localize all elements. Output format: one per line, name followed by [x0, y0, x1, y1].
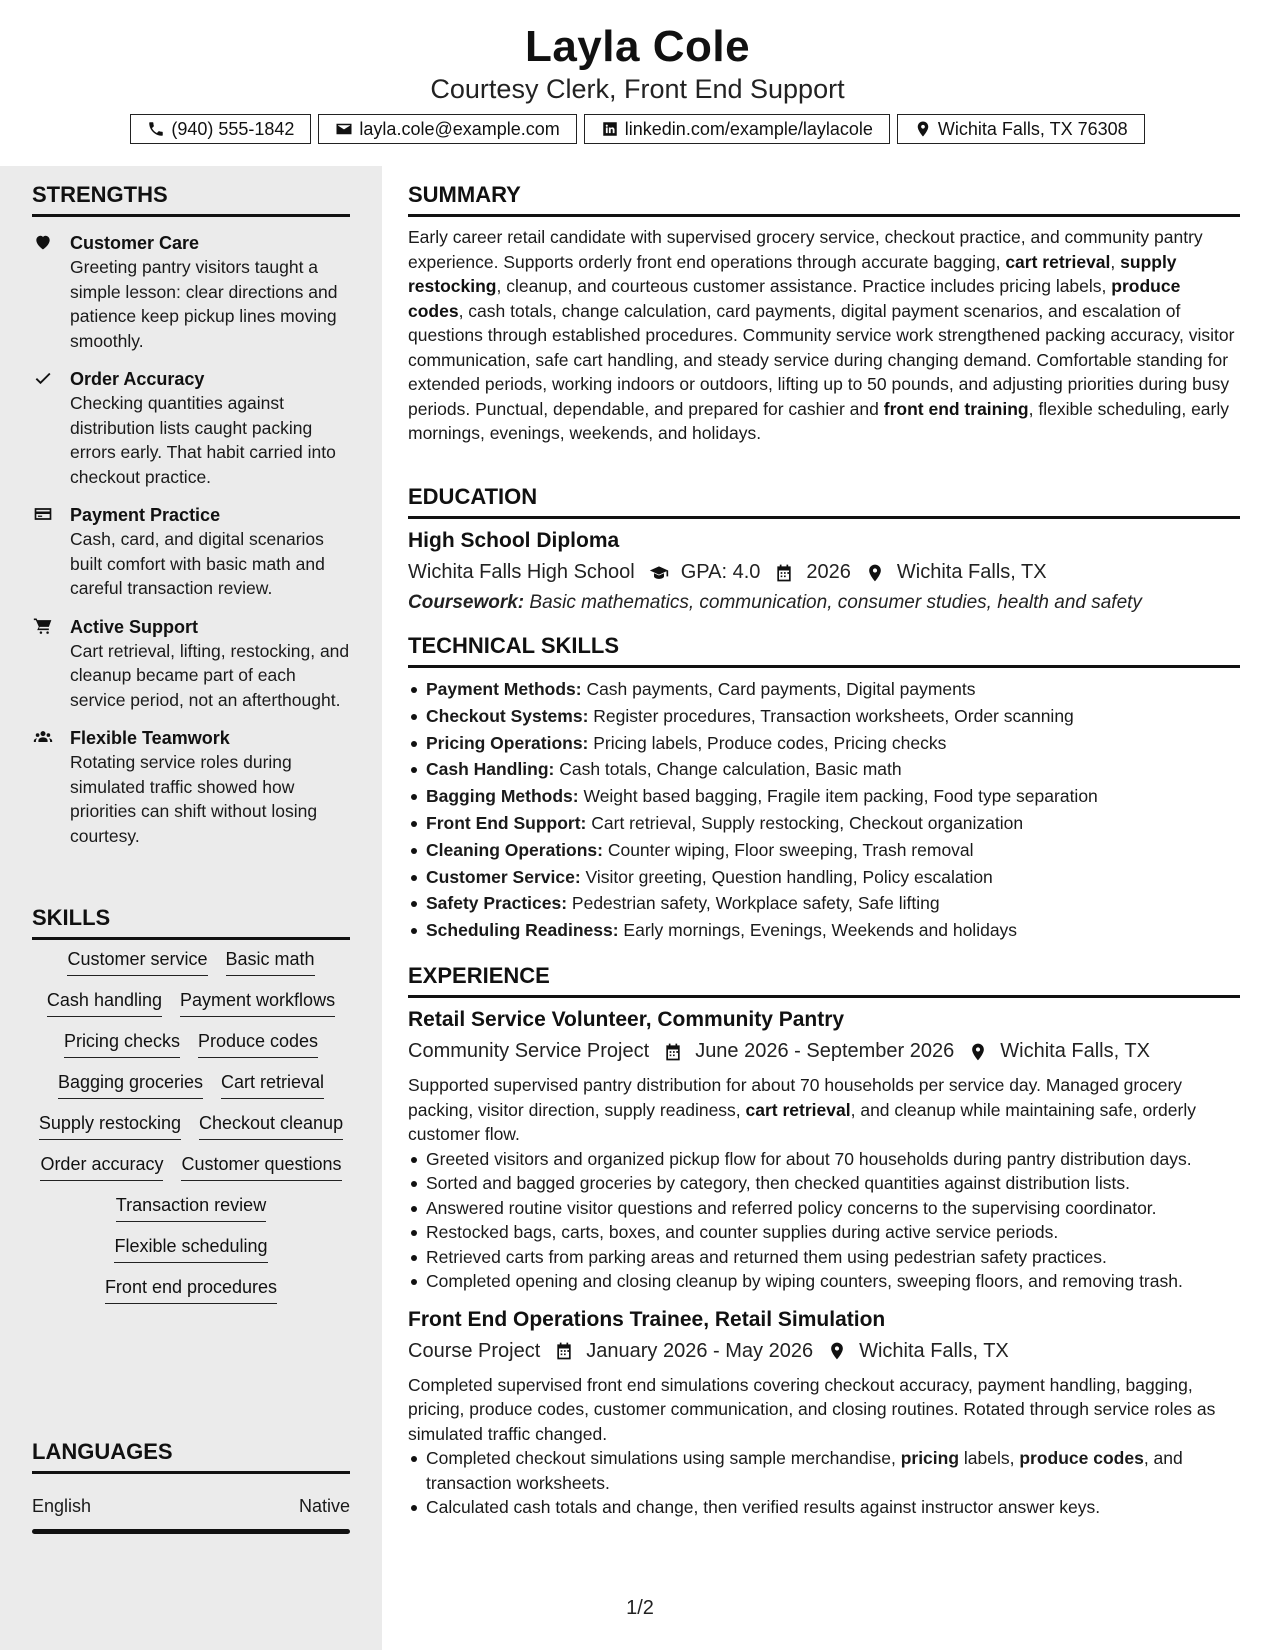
strength-item: [32, 726, 350, 848]
strength-name: Order Accuracy: [70, 369, 205, 389]
job-role: Front End Operations Trainee, Retail Simulation: [408, 1307, 886, 1331]
calendar-icon: [663, 1042, 683, 1062]
text-run: Restocked bags, carts, boxes, and counter supplies during active service periods.: [426, 1222, 1059, 1242]
job-bullets: [408, 1446, 1240, 1520]
job-bullets: [408, 1147, 1240, 1294]
job-bullet: [408, 1446, 1240, 1495]
technical-skill-label: Bagging Methods:: [426, 786, 579, 807]
languages-section: [32, 1439, 350, 1534]
technical-skill-item: [408, 730, 1240, 757]
skill-tag: Produce codes: [198, 1030, 318, 1058]
technical-skill-item: [408, 890, 1240, 917]
strength-description: Checking quantities against distribution lists caught packing errors early. That habit carried into checkout practice.: [70, 393, 336, 487]
text-run: Answered routine visitor questions and referred policy concerns to the supervising coordinator.: [426, 1197, 1157, 1218]
language-level-bar: [32, 1529, 350, 1534]
strengths-section: [32, 182, 350, 848]
resume-header: [0, 0, 1275, 166]
technical-skill-item: [408, 703, 1240, 730]
map-pin-icon: [914, 120, 932, 138]
skill-tag: Flexible scheduling: [114, 1235, 267, 1263]
location-text: Wichita Falls, TX 76308: [937, 118, 1128, 139]
technical-skill-value: Counter wiping, Floor sweeping, Trash removal: [602, 839, 974, 860]
skill-tag: Bagging groceries: [58, 1071, 203, 1099]
technical-skill-value: Pricing labels, Produce codes, Pricing checks: [588, 732, 947, 753]
technical-skill-label: Customer Service:: [426, 866, 581, 887]
text-run: , cleanup, and courteous customer assistance. Practice includes pricing labels,: [496, 276, 1112, 296]
skill-tag: Customer questions: [181, 1153, 341, 1181]
map-pin-icon: [865, 563, 885, 583]
text-run: Calculated cash totals and change, then verified results against instructor answer keys.: [426, 1497, 1101, 1517]
section-divider: [32, 214, 350, 217]
summary-title: SUMMARY: [408, 182, 521, 207]
strengths-list: [32, 231, 350, 848]
technical-skills-title: TECHNICAL SKILLS: [408, 633, 620, 658]
bold-phrase: front end training: [883, 398, 1029, 419]
job-location: Wichita Falls, TX: [1000, 1040, 1150, 1062]
contact-phone[interactable]: [130, 114, 311, 144]
bold-phrase: pricing: [900, 1448, 960, 1468]
languages-title: LANGUAGES: [32, 1439, 173, 1464]
skill-tag: Order accuracy: [40, 1153, 163, 1181]
skill-tag: Pricing checks: [64, 1030, 180, 1058]
contact-location[interactable]: [897, 114, 1145, 144]
language-level: Native: [298, 1496, 350, 1516]
strength-name: Active Support: [70, 616, 199, 637]
users-icon: [32, 727, 54, 747]
section-divider: [32, 1471, 350, 1474]
section-divider: [32, 937, 350, 940]
text-run: , and cleanup while maintaining safe, orderly customer flow.: [408, 1099, 1196, 1144]
skill-tag: Payment workflows: [180, 989, 335, 1017]
technical-skill-value: Early mornings, Evenings, Weekends and holidays: [618, 920, 1018, 941]
job-bullet: [408, 1495, 1240, 1520]
technical-skill-value: Cash payments, Card payments, Digital payments: [581, 679, 976, 699]
language-row: [32, 1496, 350, 1517]
skill-tag: Front end procedures: [105, 1276, 277, 1304]
map-pin-icon: [968, 1042, 988, 1062]
text-run: labels,: [959, 1448, 1020, 1468]
text-run: Sorted and bagged groceries by category, then checked quantities against distribution lists.: [426, 1173, 1130, 1193]
strength-name: Payment Practice: [70, 505, 221, 525]
education-section: [408, 484, 1240, 614]
graduation-cap-icon: [649, 563, 669, 583]
job-org: Course Project: [408, 1339, 541, 1362]
email-text: layla.cole@example.com: [359, 118, 560, 139]
experience-section: [408, 963, 1240, 1520]
map-pin-icon: [827, 1341, 847, 1361]
technical-skill-item: [408, 783, 1240, 810]
phone-icon: [147, 120, 165, 138]
technical-skill-label: Safety Practices:: [426, 893, 568, 914]
degree-title: High School Diploma: [408, 529, 620, 552]
job-description: [408, 1073, 1240, 1147]
strength-description: Rotating service roles during simulated traffic showed how priorities can shift without losing courtesy.: [70, 752, 318, 846]
phone-text: (940) 555-1842: [171, 118, 295, 139]
strength-name: Customer Care: [70, 233, 200, 253]
technical-skill-value: Pedestrian safety, Workplace safety, Safe lifting: [567, 893, 940, 914]
skill-tag: Supply restocking: [39, 1112, 181, 1140]
technical-skill-value: Weight based bagging, Fragile item packing, Food type separation: [578, 786, 1098, 807]
technical-skill-label: Cleaning Operations:: [426, 839, 603, 860]
bold-phrase: supply restocking: [408, 251, 1177, 296]
section-divider: [408, 995, 1240, 998]
text-run: , cash totals, change calculation, card payments, digital payment scenarios, and escalation of questions through established procedures. Community service work strengthened packing accuracy, visitor communication, safe cart handling, and steady service during changing demand. Comfortable standing for extended periods, working indoors or outdoors, lifting up to 50 pounds, and adjusting priorities during busy periods. Punctual, dependable, and prepared for cashier and: [408, 300, 1235, 419]
linkedin-icon: [601, 120, 619, 138]
heart-icon: [32, 232, 54, 252]
text-run: Retrieved carts from parking areas and returned them using pedestrian safety practices.: [426, 1246, 1107, 1267]
text-run: Early career retail candidate with supervised grocery service, checkout practice, and community pantry experience. Supports orderly front end operations through accurate bagging,: [408, 227, 1203, 272]
strength-item: [32, 503, 350, 601]
text-run: ,: [1110, 251, 1121, 272]
page-number: 1/2: [626, 1597, 654, 1619]
technical-skill-value: Register procedures, Transaction worksheets, Order scanning: [588, 705, 1074, 726]
section-divider: [408, 665, 1240, 668]
section-divider: [408, 516, 1240, 519]
skill-tag: Checkout cleanup: [199, 1112, 343, 1140]
job-bullet: [408, 1147, 1240, 1172]
summary-text: [408, 225, 1240, 446]
education-title: EDUCATION: [408, 484, 538, 509]
strength-description: Cash, card, and digital scenarios built comfort with basic math and careful transaction review.: [70, 529, 325, 598]
skill-tag: Customer service: [67, 948, 207, 976]
text-run: Supported supervised pantry distribution for about 70 households per service day. Managed grocery packing, visitor direction, supply readiness,: [408, 1075, 1183, 1120]
language-name: English: [32, 1496, 92, 1516]
experience-entry: [408, 1008, 1240, 1294]
job-role: Retail Service Volunteer, Community Pantry: [408, 1008, 845, 1031]
technical-skill-item: [408, 917, 1240, 944]
technical-skill-item: [408, 810, 1240, 837]
job-bullet: [408, 1171, 1240, 1196]
skills-title: SKILLS: [32, 905, 111, 930]
calendar-icon: [554, 1341, 574, 1361]
text-run: Greeted visitors and organized pickup flow for about 70 households during pantry distribution days.: [426, 1148, 1192, 1169]
contact-bar: [0, 114, 1275, 144]
candidate-title: Courtesy Clerk, Front End Support: [430, 74, 845, 104]
strength-description: Greeting pantry visitors taught a simple lesson: clear directions and patience keep pickup lines moving smoothly.: [70, 257, 338, 351]
skill-tag: Cash handling: [47, 989, 162, 1017]
skill-tag: Cart retrieval: [221, 1071, 324, 1099]
strength-item: [32, 367, 350, 489]
job-bullet: [408, 1269, 1240, 1294]
coursework-label: Coursework:: [408, 592, 525, 613]
text-run: Completed supervised front end simulations covering checkout accuracy, payment handling, bagging, pricing, produce codes, customer communication, and closing routines. Rotated through service roles as simulated traffic changed.: [408, 1374, 1216, 1444]
strengths-title: STRENGTHS: [32, 182, 168, 207]
text-run: Completed checkout simulations using sample merchandise,: [426, 1448, 901, 1468]
job-location: Wichita Falls, TX: [859, 1339, 1009, 1362]
technical-skill-item: [408, 756, 1240, 783]
education-meta: [408, 561, 1240, 584]
skills-section: [32, 905, 350, 1317]
technical-skill-value: Visitor greeting, Question handling, Policy escalation: [580, 866, 993, 887]
contact-email[interactable]: [318, 114, 576, 144]
graduation-year: 2026: [806, 561, 851, 583]
experience-entry: [408, 1308, 1240, 1520]
job-meta: [408, 1040, 1240, 1063]
bold-phrase: cart retrieval: [1005, 251, 1111, 272]
bold-phrase: cart retrieval: [745, 1099, 851, 1120]
strength-item: [32, 231, 350, 353]
job-bullet: [408, 1245, 1240, 1270]
technical-skill-item: [408, 676, 1240, 703]
school-name: Wichita Falls High School: [408, 561, 635, 583]
envelope-icon: [335, 120, 353, 138]
job-bullet: [408, 1196, 1240, 1221]
technical-skill-label: Checkout Systems:: [426, 705, 589, 726]
bold-phrase: produce codes: [408, 276, 1181, 321]
text-run: , and transaction worksheets.: [426, 1448, 1183, 1493]
technical-skill-label: Payment Methods:: [426, 679, 582, 699]
technical-skill-item: [408, 864, 1240, 891]
technical-skill-label: Scheduling Readiness:: [426, 920, 619, 941]
job-org: Community Service Project: [408, 1040, 650, 1062]
technical-skill-item: [408, 837, 1240, 864]
job-dates: January 2026 - May 2026: [586, 1339, 814, 1362]
technical-skill-value: Cash totals, Change calculation, Basic math: [554, 759, 902, 780]
job-description: [408, 1373, 1240, 1447]
technical-skills-list: [408, 676, 1240, 944]
strength-name: Flexible Teamwork: [70, 728, 230, 748]
school-location: Wichita Falls, TX: [896, 561, 1047, 583]
technical-skill-label: Cash Handling:: [426, 759, 555, 780]
text-run: Completed opening and closing cleanup by wiping counters, sweeping floors, and removing trash.: [426, 1271, 1183, 1291]
candidate-name: Layla Cole: [524, 22, 751, 71]
experience-list: [408, 1008, 1240, 1520]
job-dates: June 2026 - September 2026: [695, 1040, 955, 1062]
section-divider: [408, 214, 1240, 217]
skills-list: [32, 948, 350, 1317]
contact-linkedin[interactable]: [584, 114, 890, 144]
coursework-text: Basic mathematics, communication, consumer studies, health and safety: [524, 592, 1142, 613]
job-meta: [408, 1340, 1240, 1363]
strength-description: Cart retrieval, lifting, restocking, and cleanup became part of each service period, not an afterthought.: [70, 640, 350, 710]
linkedin-text: linkedin.com/example/laylacole: [624, 118, 873, 139]
bold-phrase: produce codes: [1019, 1448, 1144, 1468]
technical-skill-label: Front End Support:: [426, 812, 587, 833]
job-bullet: [408, 1220, 1240, 1245]
experience-title: EXPERIENCE: [408, 963, 550, 988]
technical-skill-label: Pricing Operations:: [426, 732, 589, 753]
shopping-cart-icon: [32, 616, 54, 636]
skill-tag: Transaction review: [116, 1194, 266, 1222]
gpa-text: GPA: 4.0: [680, 561, 761, 583]
calendar-icon: [774, 563, 794, 583]
technical-skills-section: [408, 633, 1240, 944]
text-run: , flexible scheduling, early mornings, evenings, weekends, and holidays.: [408, 398, 1229, 443]
summary-section: [408, 182, 1240, 446]
technical-skill-value: Cart retrieval, Supply restocking, Checkout organization: [586, 812, 1024, 833]
coursework: [408, 592, 1240, 614]
check-icon: [32, 368, 54, 388]
credit-card-icon: [32, 504, 54, 524]
strength-item: [32, 615, 350, 713]
skill-tag: Basic math: [226, 948, 315, 976]
